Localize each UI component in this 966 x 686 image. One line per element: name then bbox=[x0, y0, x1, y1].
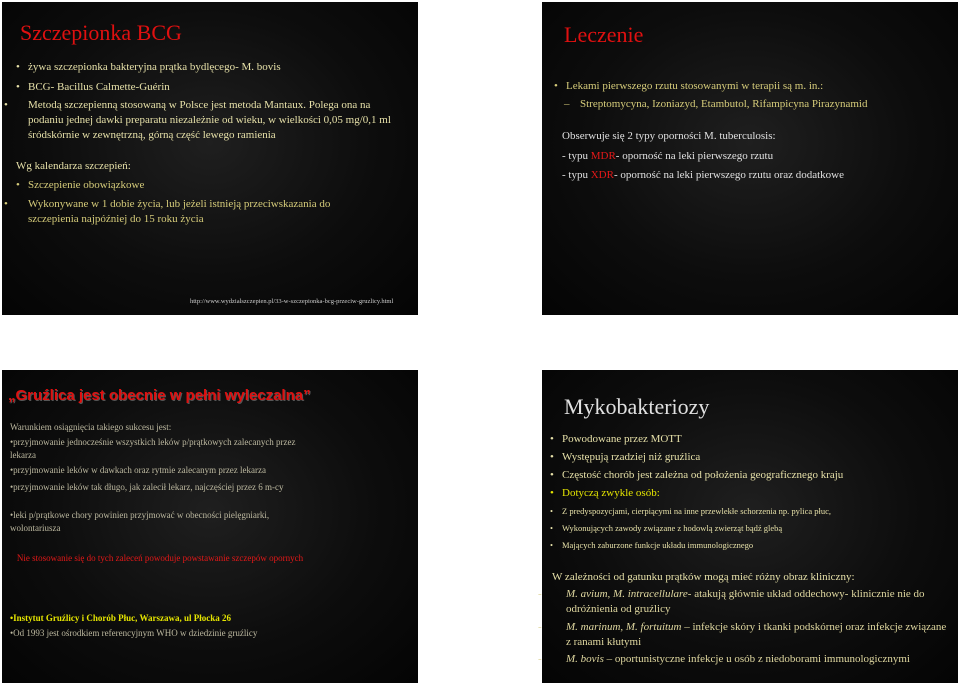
slide-title: „Gruźlica jest obecnie w pełni wyleczalna” bbox=[8, 387, 311, 404]
institute-name: •Instytut Gruźlicy i Chorób Płuc, Warszawa, ul Płocka 26 bbox=[10, 613, 231, 623]
calendar-item: • Szczepienie obowiązkowe bbox=[16, 179, 145, 191]
species-heading: W zależności od gatunku prątków mogą mieć różny obraz kliniczny: bbox=[552, 571, 855, 583]
calendar-item: • Wykonywane w 1 dobie życia, lub jeżeli istnieją przeciwskazania do szczepienia najpóźniej do 15 roku życia bbox=[4, 198, 331, 225]
slide-title: Szczepionka BCG bbox=[20, 20, 182, 45]
slide-treatment bbox=[542, 2, 958, 315]
species-item: - M. avium, M. intracellulare- atakują głównie układ oddechowy- klinicznie nie do odróżnienia od gruźlicy bbox=[538, 588, 925, 615]
mdr-line: - typu MDR- oporność na leki pierwszego rzutu bbox=[562, 150, 774, 162]
slide-mycobacterioses bbox=[538, 370, 958, 683]
slide-bcg-vaccine bbox=[2, 2, 418, 315]
xdr-line: - typu XDR- oporność na leki pierwszego rzutu oraz dodatkowe bbox=[562, 169, 844, 181]
slide-title: Mykobakteriozy bbox=[564, 394, 710, 419]
drug-list: – Streptomycyna, Izoniazyd, Etambutol, Rifampicyna Pirazynamid bbox=[564, 98, 868, 110]
slide-curable-tb bbox=[2, 370, 418, 683]
condition-text: Warunkiem osiągnięcia takiego sukcesu jest: bbox=[10, 422, 172, 432]
bullet-item: • Lekami pierwszego rzutu stosowanymi w terapii są m. in.: bbox=[554, 80, 824, 92]
bullet-item: • Występują rzadziej niż gruźlica bbox=[550, 451, 701, 463]
bullet-item: • Dotyczą zwykle osób: bbox=[550, 487, 660, 499]
calendar-heading: Wg kalendarza szczepień: bbox=[16, 160, 131, 172]
sub-item: • Mających zaburzone funkcje układu immunologicznego bbox=[550, 540, 754, 550]
species-item: - M. bovis – oportunistyczne infekcje u osób z niedoborami immunologicznymi bbox=[538, 653, 910, 665]
sub-item: • Z predyspozycjami, cierpiącymi na inne przewlekłe schorzenia np. pylica płuc, bbox=[550, 506, 832, 516]
condition-item: •przyjmowanie jednocześnie wszystkich leków p/prątkowych zalecanych przez lekarza bbox=[10, 437, 296, 460]
warning-text: Nie stosowanie się do tych zaleceń powoduje powstawanie szczepów opornych bbox=[16, 553, 304, 563]
bullet-item: • BCG- Bacillus Calmette-Guérin bbox=[16, 81, 170, 93]
slide-title: Leczenie bbox=[564, 22, 644, 47]
condition-item: •przyjmowanie leków tak długo, jak zalecił lekarz, najczęściej przez 6 m-cy bbox=[10, 482, 284, 492]
mdr-label: MDR bbox=[590, 150, 616, 162]
bullet-item: • Częstość chorób jest zależna od położenia geograficznego kraju bbox=[550, 469, 844, 481]
sub-item: • Wykonujących zawody związane z hodowlą zwierząt bądź glebą bbox=[550, 523, 783, 533]
bullet-item: • Powodowane przez MOTT bbox=[550, 433, 682, 445]
xdr-label: XDR bbox=[590, 169, 614, 181]
source-url[interactable]: http://www.wydzialszczepien.pl/33-w-szczepionka-bcg-przeciw-gruzlicy.html bbox=[190, 298, 394, 305]
species-item: - M. marinum, M. fortuitum – infekcje skóry i tkanki podskórnej oraz infekcje związane z ranami kłutymi bbox=[538, 621, 947, 648]
condition-item: •przyjmowanie leków w dawkach oraz rytmie zalecanym przez lekarza bbox=[10, 465, 267, 475]
bullet-item: • Metodą szczepienną stosowaną w Polsce jest metoda Mantaux. Polega ona na podaniu jednej dawki preparatu niezależnie od wieku, w wielkości 0,05 mg/0,1 ml śródskórnie w zewnętrzną, górną część lewego ramienia bbox=[4, 99, 391, 141]
condition-item: •leki p/prątkowe chory powinien przyjmować w obecności pielęgniarki, wolontariusza bbox=[10, 510, 270, 533]
resistance-heading: Obserwuje się 2 typy oporności M. tuberculosis: bbox=[562, 130, 776, 142]
who-text: •Od 1993 jest ośrodkiem referencyjnym WHO w dziedzinie gruźlicy bbox=[10, 628, 258, 638]
bullet-item: • żywa szczepionka bakteryjna prątka bydlęcego- M. bovis bbox=[16, 61, 281, 73]
